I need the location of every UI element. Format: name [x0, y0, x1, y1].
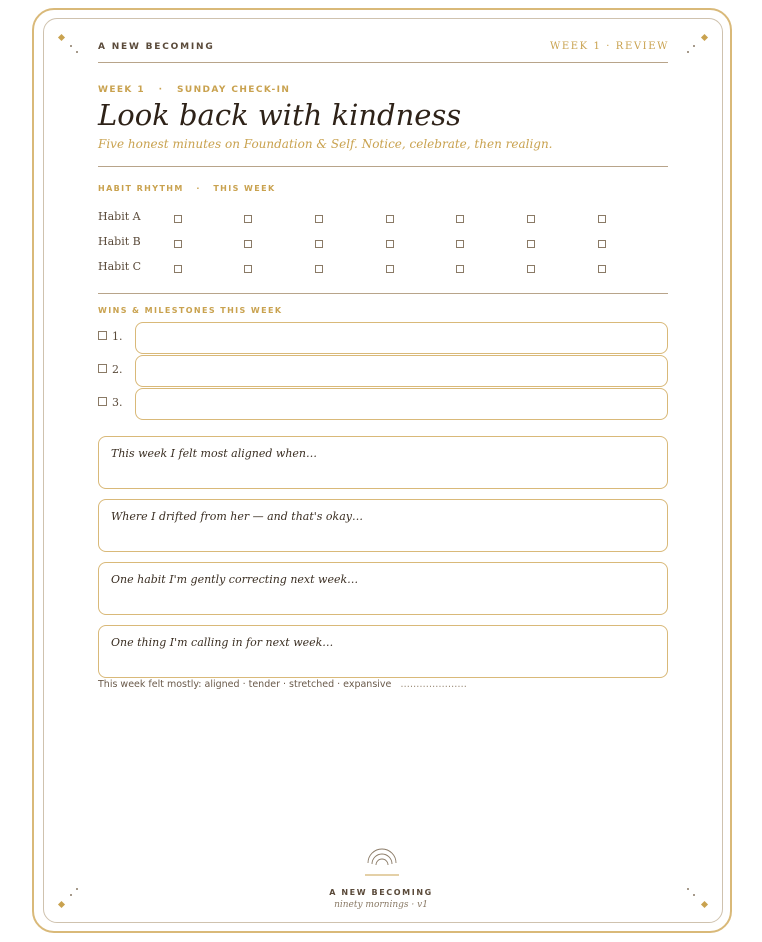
footer-brand: A NEW BECOMING: [329, 888, 433, 897]
reflection-prompt-box[interactable]: [98, 499, 668, 552]
win-input[interactable]: [135, 355, 668, 387]
habit-day-checkbox[interactable]: [527, 265, 535, 273]
habit-day-checkbox[interactable]: [244, 215, 252, 223]
eyebrow: WEEK 1 · SUNDAY CHECK-IN: [98, 85, 291, 95]
feeling-label: This week felt mostly: aligned · tender · stretched · expansive: [98, 679, 392, 690]
habit-day-checkbox[interactable]: [174, 265, 182, 273]
wins-section-title: WINS & MILESTONES THIS WEEK: [98, 306, 283, 315]
header-brand: A NEW BECOMING: [98, 42, 215, 52]
habit-day-checkbox[interactable]: [174, 240, 182, 248]
corner-dot-icon: [76, 51, 78, 53]
sunrise-arcs-icon: [365, 845, 399, 877]
habit-day-checkbox[interactable]: [386, 265, 394, 273]
reflection-prompt-box[interactable]: [98, 436, 668, 489]
intro-divider: [98, 166, 668, 167]
habit-label: Habit B: [98, 235, 141, 248]
habit-day-checkbox[interactable]: [456, 215, 464, 223]
header-week-label: WEEK 1 · REVIEW: [549, 41, 669, 52]
win-number: 1.: [112, 330, 123, 343]
header-divider: [98, 62, 668, 63]
habit-label: Habit C: [98, 260, 142, 273]
habit-section-title: HABIT RHYTHM · THIS WEEK: [98, 184, 276, 193]
habit-day-checkbox[interactable]: [174, 215, 182, 223]
feeling-line: [98, 679, 467, 690]
win-checkbox[interactable]: [98, 397, 107, 406]
reflection-prompt-text: One thing I'm calling in for next week…: [111, 636, 334, 649]
page-subtitle: Five honest minutes on Foundation & Self. Notice, celebrate, then realign.: [98, 137, 553, 151]
habit-divider: [98, 293, 668, 294]
corner-dot-icon: [687, 51, 689, 53]
corner-dot-icon: [70, 45, 72, 47]
habit-day-checkbox[interactable]: [244, 240, 252, 248]
win-input[interactable]: [135, 322, 668, 354]
win-input[interactable]: [135, 388, 668, 420]
habit-day-checkbox[interactable]: [315, 215, 323, 223]
habit-day-checkbox[interactable]: [598, 215, 606, 223]
reflection-prompt-text: This week I felt most aligned when…: [111, 447, 318, 460]
habit-label: Habit A: [98, 210, 141, 223]
win-checkbox[interactable]: [98, 331, 107, 340]
habit-day-checkbox[interactable]: [598, 240, 606, 248]
feeling-blank[interactable]: …………………: [400, 679, 467, 690]
habit-day-checkbox[interactable]: [244, 265, 252, 273]
habit-day-checkbox[interactable]: [527, 215, 535, 223]
footer-subtitle: ninety mornings · v1: [334, 900, 428, 910]
corner-dot-icon: [693, 45, 695, 47]
habit-day-checkbox[interactable]: [386, 240, 394, 248]
page-title: Look back with kindness: [98, 98, 462, 132]
win-checkbox[interactable]: [98, 364, 107, 373]
reflection-prompt-text: One habit I'm gently correcting next week…: [111, 573, 359, 586]
win-number: 2.: [112, 363, 123, 376]
win-number: 3.: [112, 396, 123, 409]
habit-day-checkbox[interactable]: [456, 240, 464, 248]
habit-day-checkbox[interactable]: [315, 265, 323, 273]
habit-day-checkbox[interactable]: [386, 215, 394, 223]
reflection-prompt-box[interactable]: [98, 625, 668, 678]
habit-day-checkbox[interactable]: [456, 265, 464, 273]
reflection-prompt-box[interactable]: [98, 562, 668, 615]
habit-day-checkbox[interactable]: [315, 240, 323, 248]
habit-day-checkbox[interactable]: [527, 240, 535, 248]
habit-day-checkbox[interactable]: [598, 265, 606, 273]
reflection-prompt-text: Where I drifted from her — and that's okay…: [111, 510, 363, 523]
